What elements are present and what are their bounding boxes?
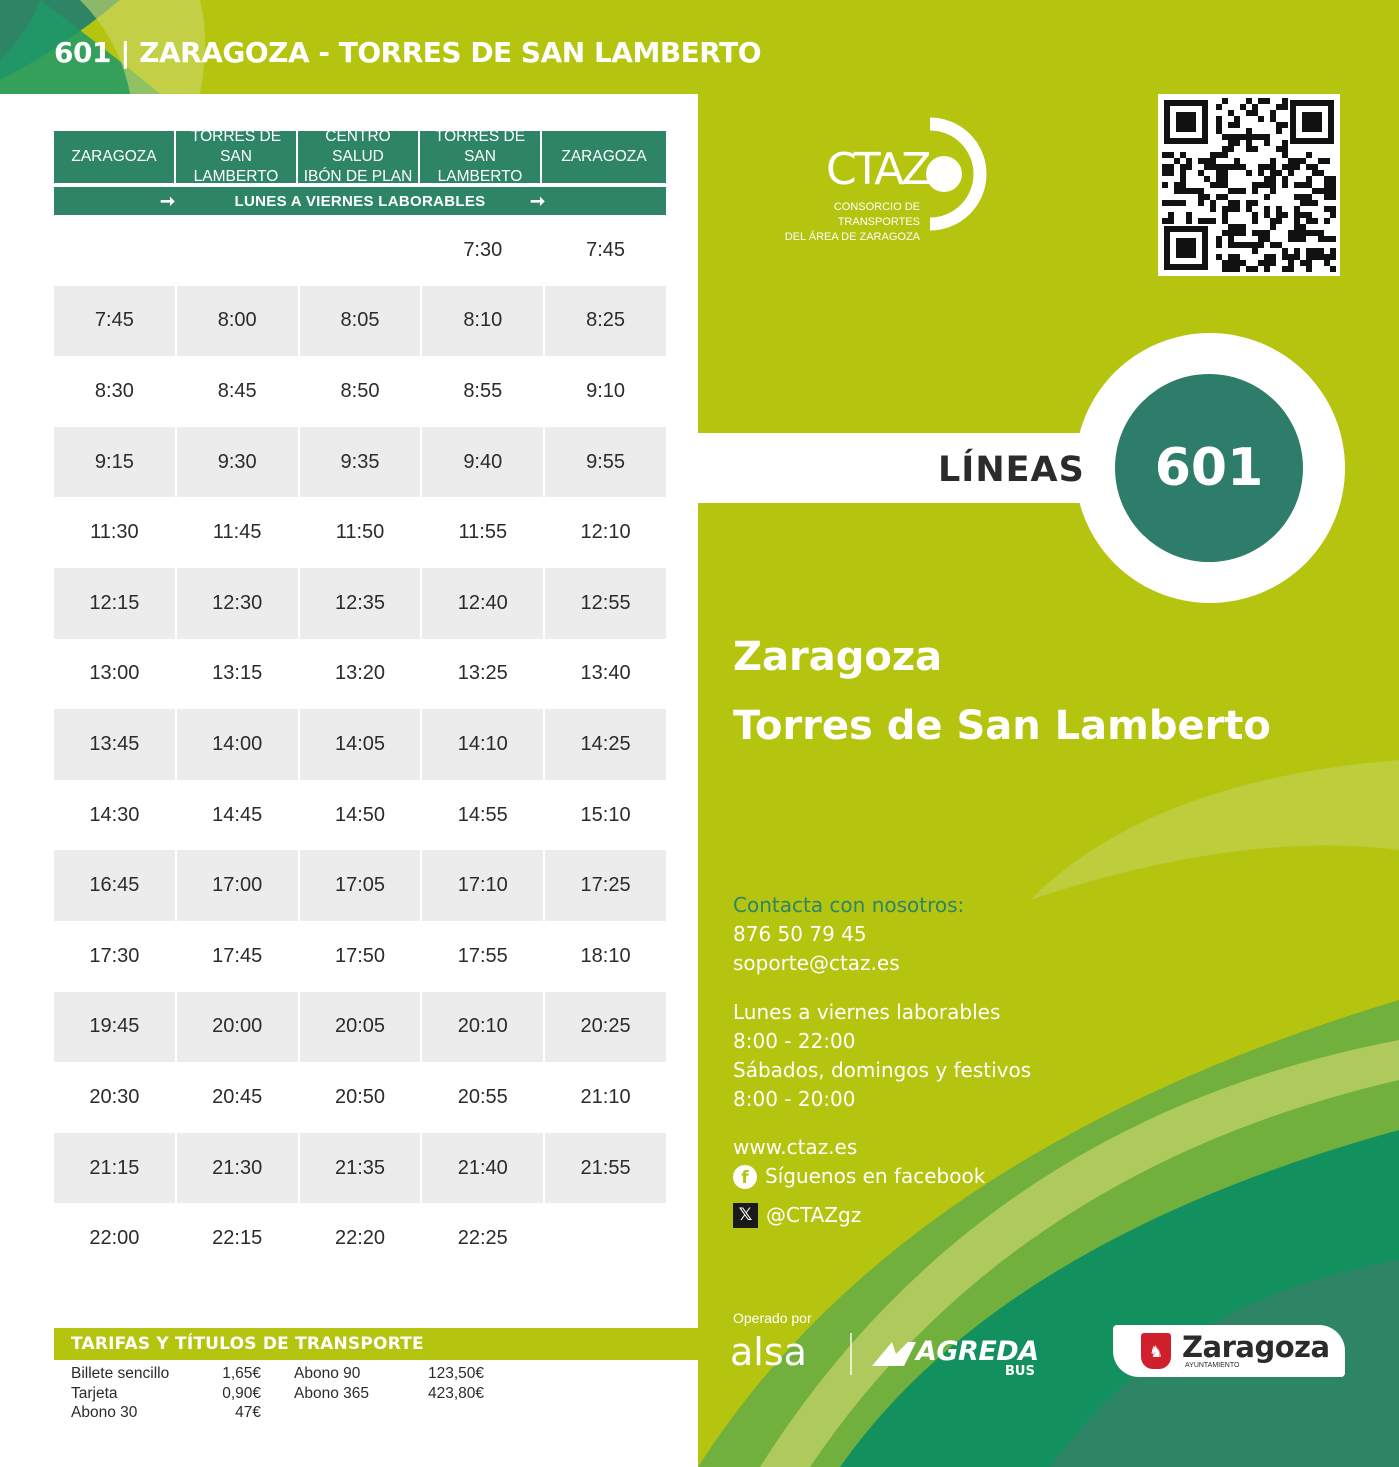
departure-time: 11:55 [458,521,508,544]
departure-time: 13:15 [212,662,263,685]
departure-time: 19:45 [54,992,175,1063]
table-row [54,780,666,851]
departure-time: 14:10 [422,709,543,780]
departure-time: 8:25 [545,286,666,357]
departure-time: 17:55 [457,944,508,967]
operated-by-label: Operado por [733,1310,812,1326]
fare-price: 0,90€ [222,1384,261,1402]
contact-title: Contacta con nosotros: [733,893,965,917]
departure-time: 14:45 [212,803,263,826]
departure-time: 7:45 [54,286,175,357]
departure-time: 17:00 [177,850,298,921]
departure-time: 21:35 [300,1133,421,1204]
facebook-link[interactable] [733,1162,985,1191]
departure-time: 13:20 [334,662,386,685]
departure-time: 8:30 [94,379,134,402]
departure-time: 21:40 [422,1133,543,1204]
column-header-stop-3: CENTRO SALUD IBÓN DE PLAN [298,131,420,183]
table-row [54,215,666,286]
departure-time: 20:10 [422,992,543,1063]
departure-time [54,215,175,286]
fare-name: Abono 90 [294,1365,361,1382]
arrow-right-icon: ➞ [160,191,176,211]
column-header-stop-4: TORRES DE SAN LAMBERTO [420,131,542,183]
departure-time: 21:15 [54,1133,175,1204]
table-row [54,1062,666,1133]
column-header-stop-5: ZARAGOZA [542,131,666,183]
departure-time: 22:25 [457,1227,508,1250]
departure-time: 14:30 [89,803,140,826]
zaragoza-lion-icon: ♞ [1141,1333,1171,1369]
hours-weekdays: 8:00 - 22:00 [733,1029,856,1053]
departure-time: 12:15 [54,568,175,639]
departure-time: 8:00 [177,286,298,357]
twitter-label: @CTAZgz [766,1203,862,1227]
service-days-label: LUNES A VIERNES LABORABLES [234,192,486,210]
departure-time: 17:10 [422,850,543,921]
departure-time: 12:40 [422,568,543,639]
departure-time: 13:45 [54,709,175,780]
links-block [733,1133,985,1230]
departure-time: 8:45 [217,379,257,402]
departure-time: 20:25 [545,992,666,1063]
route-origin: Zaragoza [733,634,943,680]
departure-time: 9:55 [545,427,666,498]
table-row [54,850,666,921]
hours-weekdays-label: Lunes a viernes laborables [733,1000,1001,1024]
line-number: 601 [1154,438,1264,498]
fares-list-2 [294,1364,484,1403]
table-row [54,709,666,780]
table-row [54,992,666,1063]
zaragoza-city-sub: AYUNTAMIENTO [1185,1362,1240,1369]
departure-time: 13:00 [89,662,140,685]
departure-time: 11:50 [335,521,385,544]
departure-time: 17:05 [300,850,421,921]
departure-time: 16:45 [54,850,175,921]
departure-time: 20:00 [177,992,298,1063]
departure-time: 13:25 [457,662,508,685]
facebook-label: Síguenos en facebook [765,1164,986,1188]
departure-time: 17:30 [89,944,140,967]
agreda-logo-sub: BUS [1005,1364,1035,1379]
departure-time: 8:50 [340,379,380,402]
operator-divider [850,1333,852,1375]
contact-email[interactable]: soporte@ctaz.es [733,951,900,975]
table-row [54,568,666,639]
table-row [54,427,666,498]
table-row [54,286,666,357]
departure-time: 7:30 [463,238,503,261]
fare-item [71,1364,261,1384]
fare-name: Billete sencillo [71,1365,170,1382]
fare-name: Abono 365 [294,1384,369,1402]
ctaz-logo-text: CTAZ [826,144,929,195]
fare-price: 1,65€ [222,1365,261,1382]
fare-item [294,1384,484,1404]
departure-time: 12:30 [177,568,298,639]
hours-weekend-label: Sábados, domingos y festivos [733,1058,1032,1082]
fare-item [71,1384,261,1404]
departure-time [545,1203,666,1274]
departure-time: 11:45 [212,521,262,544]
departure-time: 15:10 [580,803,631,826]
website-link[interactable]: www.ctaz.es [733,1135,858,1159]
departure-time: 9:35 [300,427,421,498]
departure-time: 21:30 [177,1133,298,1204]
departure-time: 12:55 [545,568,666,639]
departure-time [300,215,421,286]
fare-price: 423,80€ [427,1384,484,1402]
departure-time: 20:30 [89,1085,140,1108]
departure-time: 8:10 [422,286,543,357]
fare-name: Abono 30 [71,1404,138,1421]
departure-time: 9:40 [422,427,543,498]
hours-block [733,998,1031,1114]
ctaz-logo [748,116,998,243]
departure-time: 14:00 [177,709,298,780]
hours-weekend: 8:00 - 20:00 [733,1087,856,1111]
departure-time: 22:20 [334,1227,386,1250]
departure-time: 18:10 [580,944,631,967]
timetable-header [54,128,666,215]
fare-price: 123,50€ [427,1365,484,1382]
x-logo-icon: 𝕏 [733,1203,758,1228]
departure-time: 21:10 [580,1085,631,1108]
table-row [54,1133,666,1204]
departure-time: 14:50 [334,803,386,826]
agreda-mark-icon [872,1340,916,1368]
departure-time: 20:45 [212,1085,263,1108]
departure-time: 22:15 [212,1227,263,1250]
page-title: 601 | ZARAGOZA - TORRES DE SAN LAMBERTO [54,36,761,69]
fare-name: Tarjeta [71,1384,118,1402]
fare-price: 47€ [235,1404,261,1421]
departure-time: 12:35 [300,568,421,639]
departure-time: 8:55 [463,379,503,402]
lines-label: LÍNEAS [938,450,1085,490]
fares-title: TARIFAS Y TÍTULOS DE TRANSPORTE [54,1328,698,1360]
twitter-link[interactable] [733,1201,985,1230]
departure-time: 7:45 [586,238,626,261]
departure-time: 11:30 [90,521,139,544]
departure-time: 14:05 [300,709,421,780]
departure-time: 20:55 [457,1085,508,1108]
departure-time: 20:50 [334,1085,386,1108]
table-row [54,497,666,568]
departure-time: 8:05 [300,286,421,357]
departure-time: 20:05 [300,992,421,1063]
departure-time: 17:45 [212,944,263,967]
column-header-stop-2: TORRES DE SAN LAMBERTO [176,131,298,183]
line-badge [1115,374,1303,562]
departure-time: 14:55 [457,803,508,826]
service-days-bar [54,187,666,215]
facebook-icon: f [733,1165,757,1189]
departure-time: 22:00 [89,1227,140,1250]
table-row [54,356,666,427]
departure-time: 14:25 [545,709,666,780]
departure-time: 21:55 [545,1133,666,1204]
route-destination: Torres de San Lamberto [733,703,1271,749]
alsa-logo: alsa [730,1330,807,1374]
contact-phone[interactable]: 876 50 79 45 [733,922,867,946]
qr-code-icon[interactable] [1158,94,1340,276]
departure-time: 17:25 [545,850,666,921]
fares-list-1 [71,1364,261,1423]
fare-item [71,1403,261,1423]
agreda-logo: AGREDA [916,1336,1039,1367]
departure-time: 9:15 [54,427,175,498]
zaragoza-city-name: Zaragoza [1182,1330,1330,1364]
table-row [54,1203,666,1274]
departure-time: 12:10 [580,521,631,544]
departure-time: 9:30 [177,427,298,498]
departure-time: 17:50 [334,944,386,967]
departure-time: 13:40 [580,662,631,685]
fare-item [294,1364,484,1384]
column-header-stop-1: ZARAGOZA [54,131,176,183]
ctaz-logo-subtitle: CONSORCIO DE TRANSPORTES DEL ÁREA DE ZARAGOZA [784,201,920,243]
timetable-body [54,215,666,1274]
departure-time [177,215,298,286]
table-row [54,639,666,710]
arrow-right-icon: ➞ [530,191,546,211]
contact-block [733,891,964,978]
table-row [54,921,666,992]
departure-time: 9:10 [586,379,626,402]
